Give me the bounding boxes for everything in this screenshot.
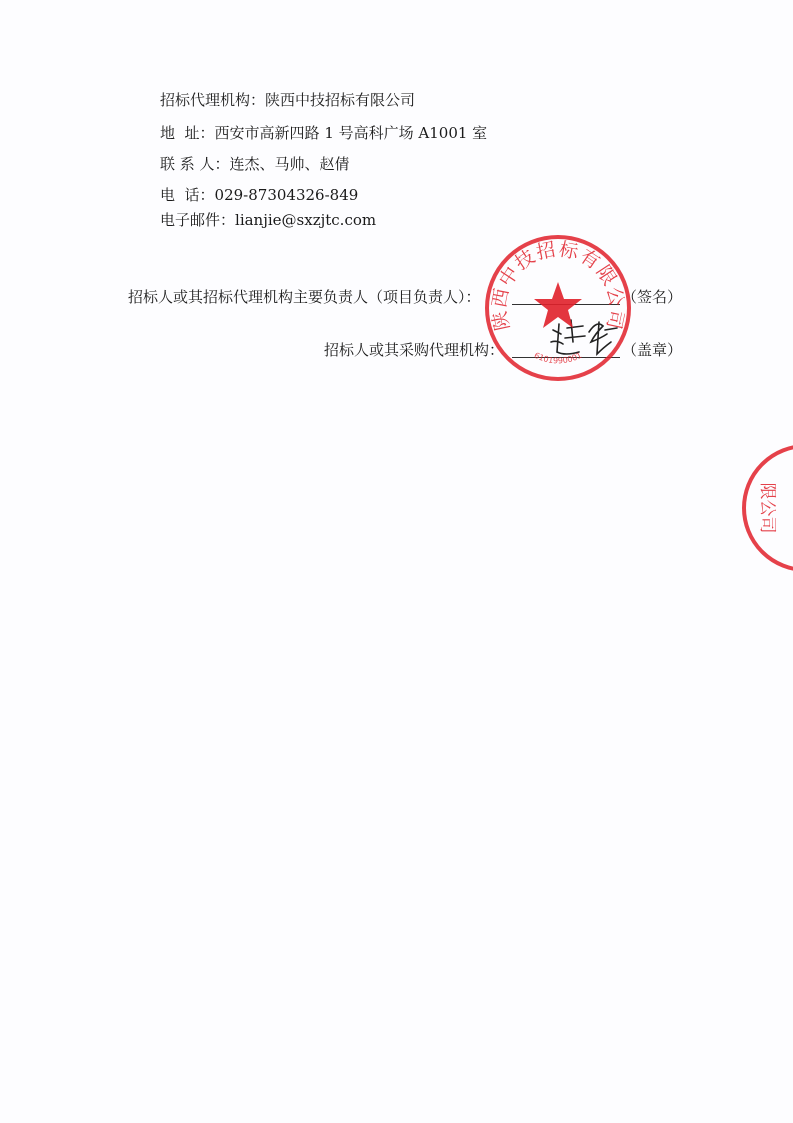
seal-text: 陕西中技招标有限公司 <box>488 238 628 333</box>
seal-number: 6101990001 <box>532 350 584 366</box>
address-value: 西安市高新四路 1 号高科广场 A1001 室 <box>214 124 488 142</box>
svg-text:6101990001 <box>533 351 584 366</box>
agency-row <box>160 90 415 110</box>
agency-value: 陕西中技招标有限公司 <box>265 91 416 109</box>
contact-label: 联 系 人： <box>160 155 230 173</box>
email-value: lianjie@sxzjtc.com <box>235 211 377 229</box>
edge-seal-text-group <box>757 483 777 534</box>
address-row <box>160 123 487 143</box>
edge-seal-text: 限公司 <box>757 482 777 534</box>
phone-row <box>160 185 358 205</box>
seal-label: 招标人或其采购代理机构： <box>324 341 505 359</box>
phone-label: 电 话： <box>160 186 215 204</box>
email-label: 电子邮件： <box>160 211 236 229</box>
address-label: 地 址： <box>160 124 215 142</box>
sign-suffix: （签名） <box>622 288 683 306</box>
phone-value: 029-87304326-849 <box>214 186 359 204</box>
company-seal <box>482 232 634 384</box>
contact-value: 连杰、马帅、赵倩 <box>229 155 350 173</box>
agency-label: 招标代理机构： <box>160 91 266 109</box>
contact-row <box>160 154 350 174</box>
edge-seal <box>738 440 793 576</box>
seal-suffix: （盖章） <box>622 341 683 359</box>
responsible-label: 招标人或其招标代理机构主要负责人（项目负责人）： <box>128 288 481 306</box>
email-row <box>160 210 376 230</box>
